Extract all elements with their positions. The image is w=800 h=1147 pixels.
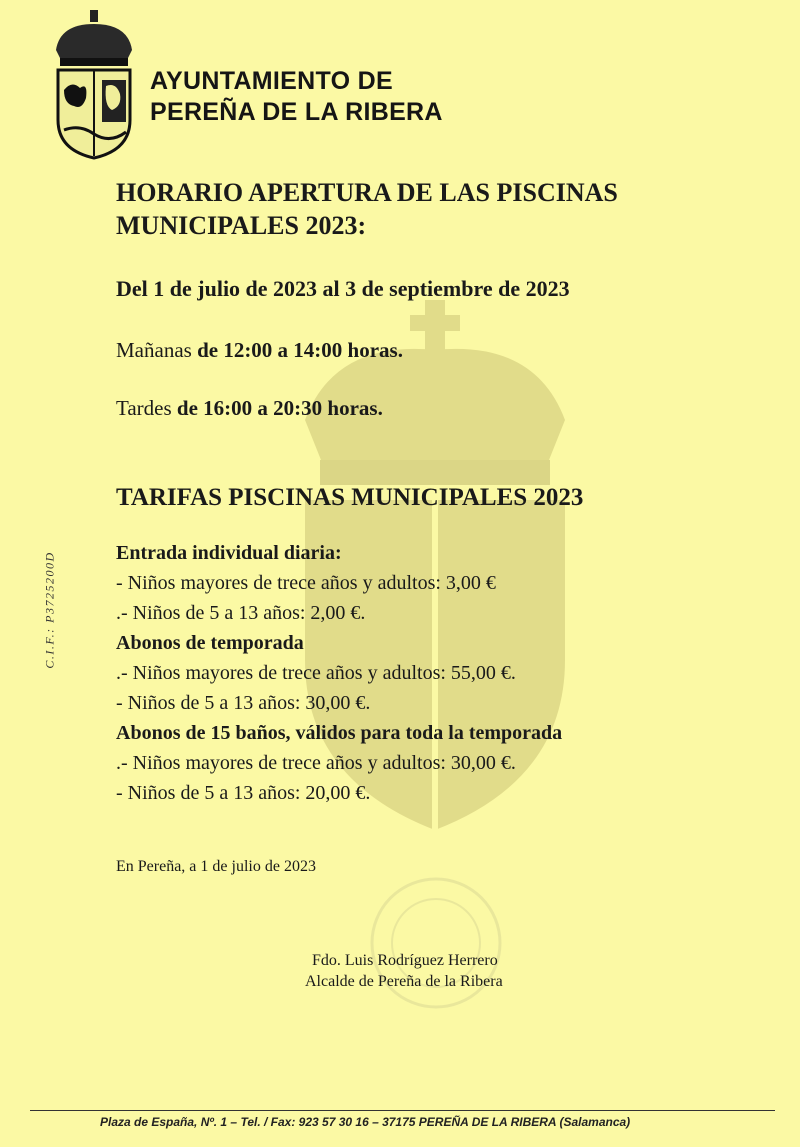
tariff-line: - Niños mayores de trece años y adultos: 3,00 € [116, 572, 496, 594]
signature-block [305, 950, 503, 992]
organization-name [150, 66, 443, 128]
opening-period: Del 1 de julio de 2023 al 3 de septiembre de 2023 [116, 276, 570, 301]
tariff-line: .- Niños mayores de trece años y adultos: 30,00 €. [116, 752, 516, 774]
footer-divider [30, 1110, 775, 1111]
tariff-section-heading: Entrada individual diaria: [116, 542, 342, 564]
tariff-section-heading: Abonos de temporada [116, 632, 304, 654]
notice-title-line-2: MUNICIPALES 2023: [116, 211, 367, 240]
notice-title-line-1: HORARIO APERTURA DE LAS PISCINAS [116, 178, 618, 207]
afternoon-schedule [116, 396, 383, 421]
coat-of-arms-logo [50, 10, 138, 160]
tariff-line: - Niños de 5 a 13 años: 30,00 €. [116, 692, 371, 714]
tariff-section-heading: Abonos de 15 baños, válidos para toda la temporada [116, 722, 563, 744]
footer-address: Plaza de España, Nº. 1 – Tel. / Fax: 923 57 30 16 – 37175 PEREÑA DE LA RIBERA (Salamanca) [100, 1115, 631, 1129]
morning-schedule [116, 338, 403, 363]
tariffs-list [116, 538, 562, 808]
afternoon-hours: de 16:00 a 20:30 horas. [176, 396, 383, 420]
organization-line-1: AYUNTAMIENTO DE [150, 67, 393, 95]
signature-role: Alcalde de Pereña de la Ribera [305, 973, 503, 990]
place-and-date: En Pereña, a 1 de julio de 2023 [116, 858, 316, 875]
organization-line-2: PEREÑA DE LA RIBERA [150, 98, 443, 126]
afternoon-label: Tardes [116, 396, 172, 420]
tax-id-side-text: C.I.F.: P3725200D [42, 551, 57, 669]
tariffs-title: TARIFAS PISCINAS MUNICIPALES 2023 [116, 484, 584, 511]
tariff-line: .- Niños de 5 a 13 años: 2,00 €. [116, 602, 366, 624]
morning-hours: de 12:00 a 14:00 horas. [197, 338, 403, 362]
notice-title [116, 176, 618, 242]
morning-label: Mañanas [116, 338, 192, 362]
signature-name: Fdo. Luis Rodríguez Herrero [312, 952, 498, 969]
tariff-line: .- Niños mayores de trece años y adultos: 55,00 €. [116, 662, 516, 684]
tariff-line: - Niños de 5 a 13 años: 20,00 €. [116, 782, 371, 804]
